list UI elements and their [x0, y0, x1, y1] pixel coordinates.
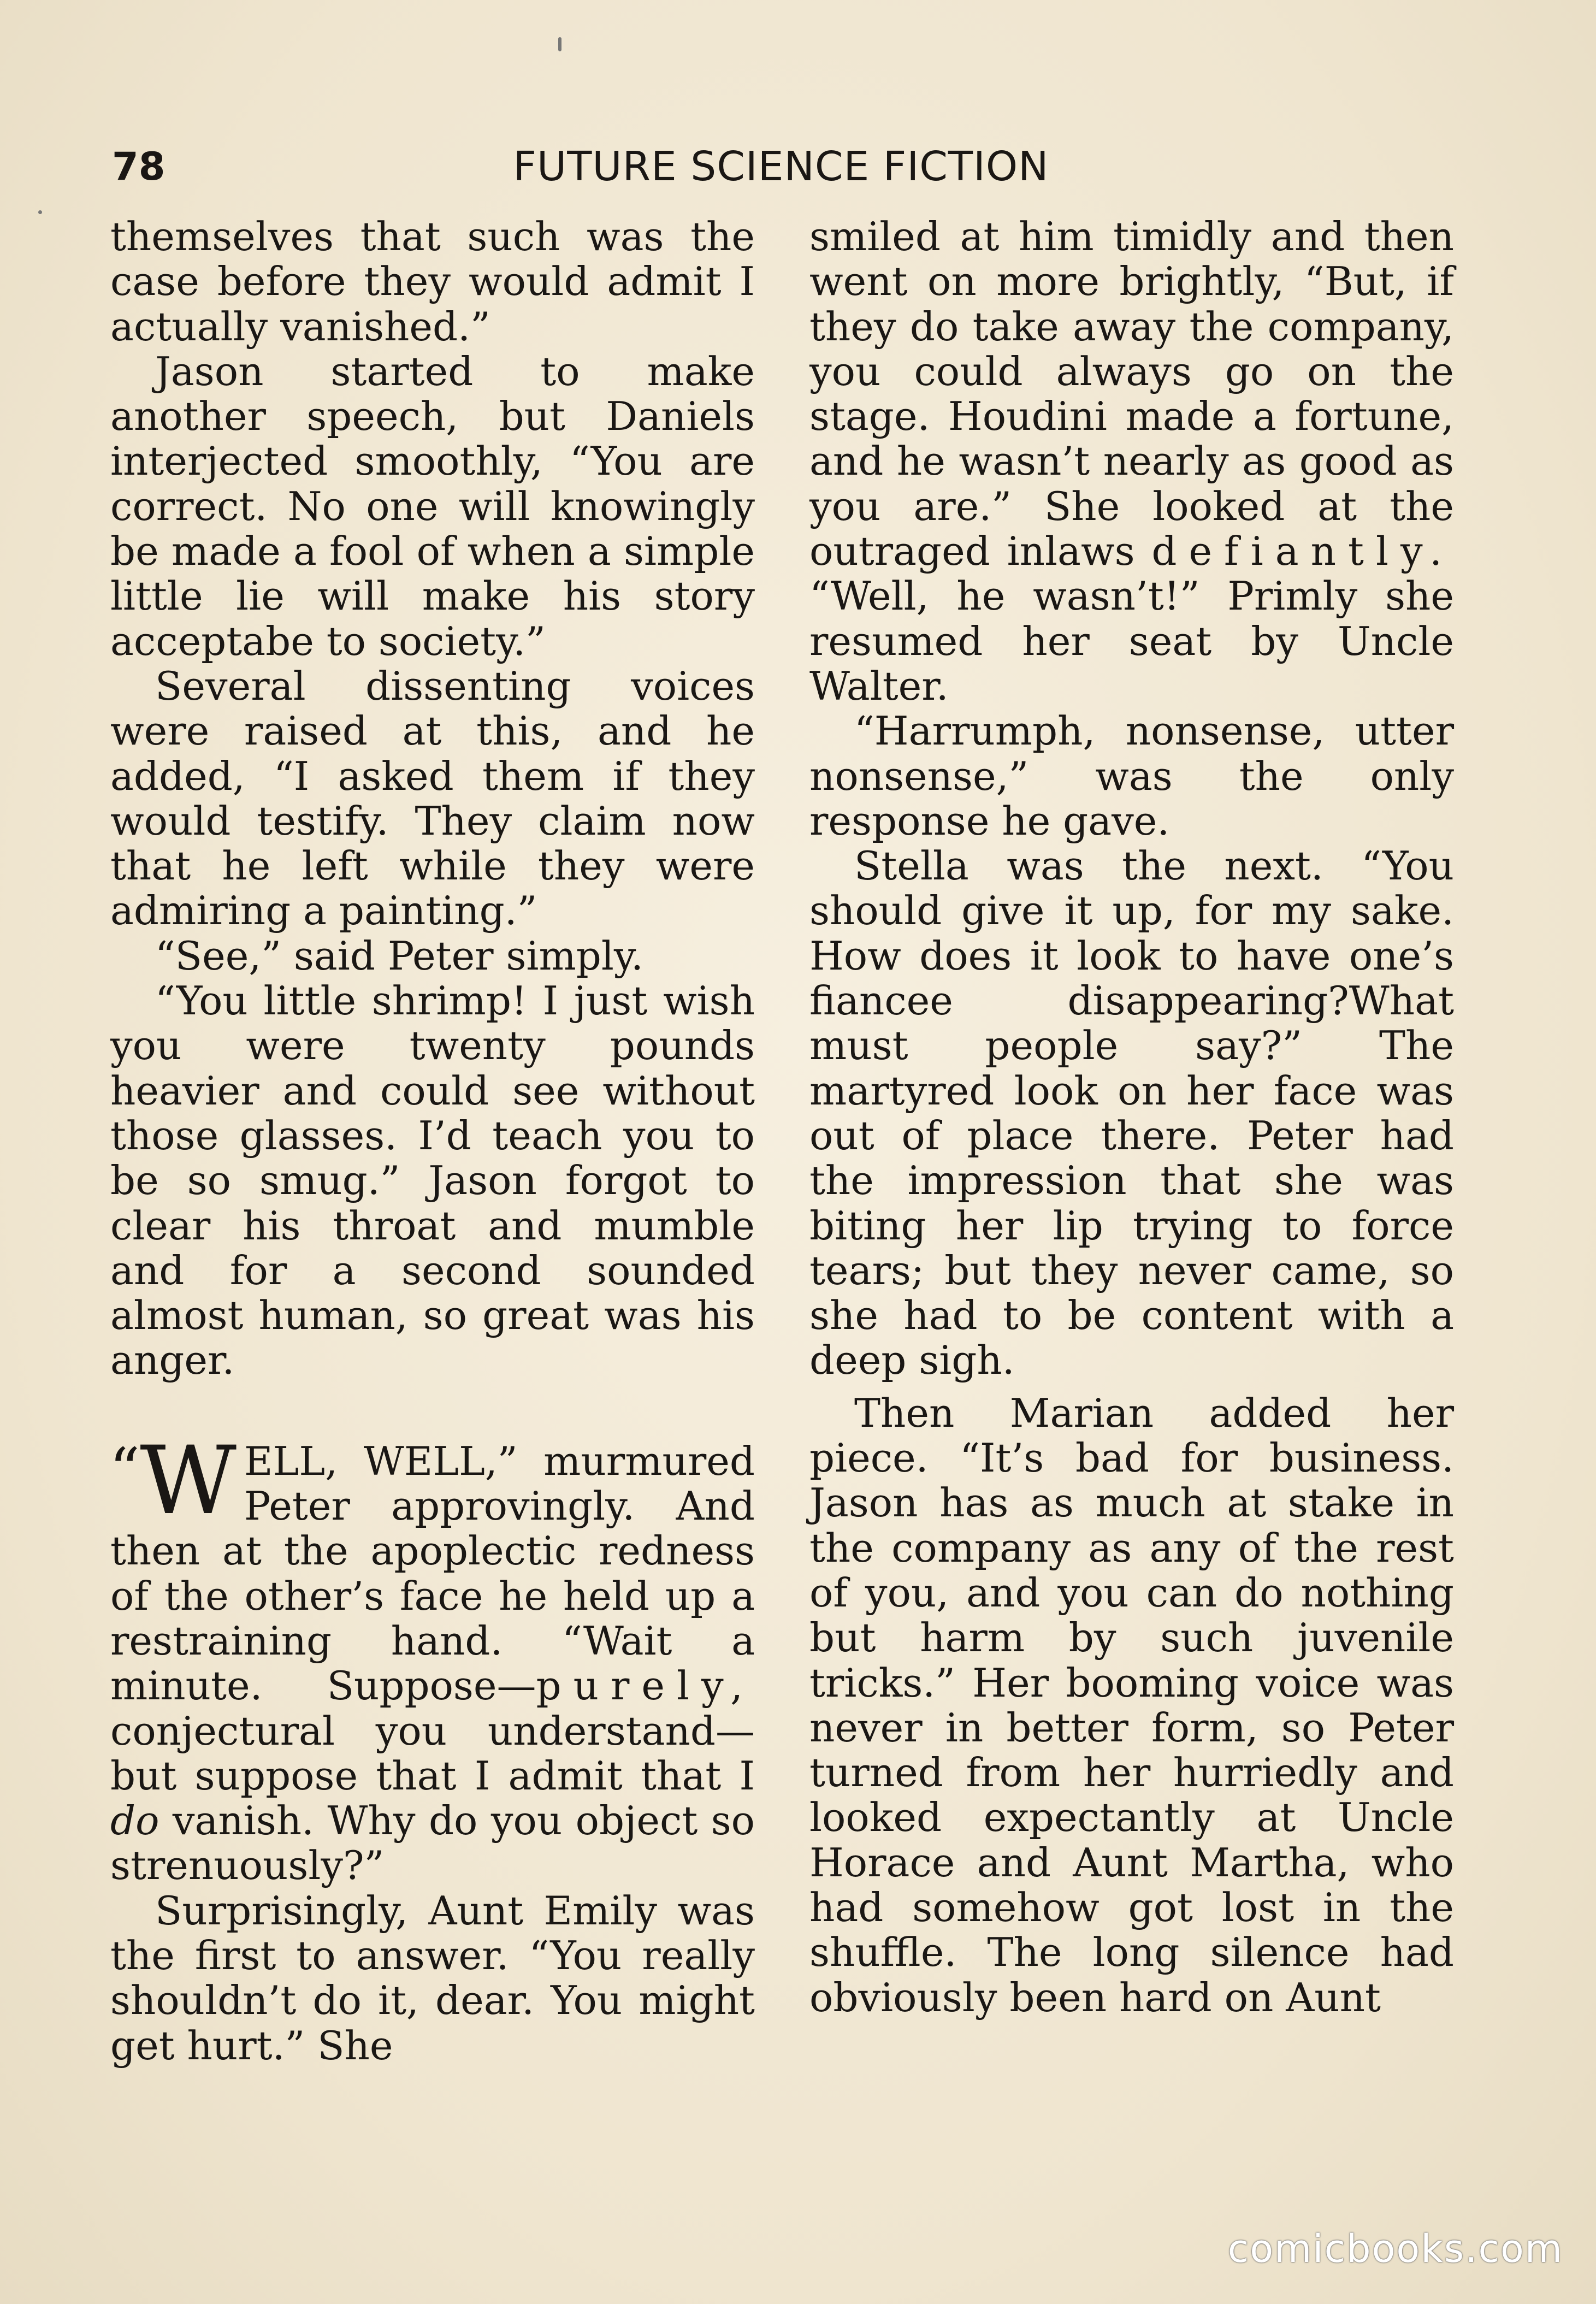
dropcap-paragraph — [109, 1425, 755, 1889]
paragraph: “Harrumph, nonsense, utter nonsense,” was the only response he gave. — [809, 708, 1454, 844]
print-speck — [38, 210, 42, 214]
italic-word: do — [110, 1798, 159, 1844]
paragraph: Then Marian added her piece. “It’s bad for business. Jason has as much at stake in the company as any of the rest of you, and you can do nothing but harm by such juvenile tricks.” Her booming voice was never in better form, so Peter turned from her hurriedly and looked expectantly at Uncle Horace and Aunt Martha, who had somehow got lost in the shuffle. The long silence had obviously been hard on Aunt — [809, 1390, 1454, 2021]
paragraph-text: conjectural you understand—but suppose that I admit that I — [110, 1708, 755, 1799]
paragraph: Stella was the next. “You should give it up, for my sake. How does it look to have one’s fiancee disappearing?What must people say?” The martyred look on her face was out of place there. Peter had the impression that she was biting her lip trying to force tears; but they never came, so she had to be content with a deep sigh. — [809, 843, 1454, 1384]
drop-cap-letter: W — [140, 1425, 237, 1535]
paragraph-text: smiled at him timidly and then went on more brightly, “But, if they do take away the company, you could always go on the stage. Houdini made a fortune, and he wasn’t nearly as good as you are.” She looked at the outraged inlaws — [809, 214, 1454, 575]
left-column — [110, 214, 755, 2068]
letterspaced-word: purely, — [536, 1663, 755, 1709]
paragraph: Several dissenting voices were raised at this, and he added, “I asked them if they would testify. They claim now that he left while they were admiring a painting.” — [110, 663, 755, 934]
paragraph-text: “Well, he wasn’t!” Primly she resumed her seat by Uncle Walter. — [809, 573, 1454, 709]
spacer — [809, 1383, 1454, 1391]
running-title: FUTURE SCIENCE FICTION — [513, 143, 1049, 190]
paragraph-text: vanish. Why do you object so strenuously?” — [110, 1798, 755, 1889]
paragraph: Surprisingly, Aunt Emily was the first to answer. “You really shouldn’t do it, dear. You might get hurt.” She — [110, 1887, 755, 2069]
right-column — [809, 214, 1454, 2020]
letterspaced-word: defiantly. — [1151, 528, 1454, 575]
drop-cap-quote: “ — [109, 1434, 140, 1505]
paragraph — [809, 214, 1454, 708]
paragraph-text: ELL, WELL,” murmured Peter approvingly. And then at the apoplectic redness of the other’s face he held up a restraining hand. “Wait a minute. Suppose— — [110, 1438, 755, 1709]
paragraph: Jason started to make another speech, but Daniels interjected smoothly, “You are correct. No one will knowingly be made a fool of when a simple little lie will make his story acceptabe to society.” — [110, 348, 755, 664]
page-header — [112, 139, 1450, 199]
print-speck — [558, 37, 561, 51]
paragraph: “See,” said Peter simply. — [155, 932, 643, 979]
drop-cap — [109, 1425, 237, 1535]
page-number: 78 — [112, 144, 165, 189]
paragraph: “You little shrimp! I just wish you were twenty pounds heavier and could see without those glasses. I’d teach you to be so smug.” Jason forgot to clear his throat and mumble and for a second sounded almost human, so great was his anger. — [110, 978, 755, 1384]
paragraph: themselves that such was the case before they would admit I actually vanished.” — [110, 214, 755, 350]
watermark-logo: comicbooks.com — [1227, 2226, 1563, 2271]
